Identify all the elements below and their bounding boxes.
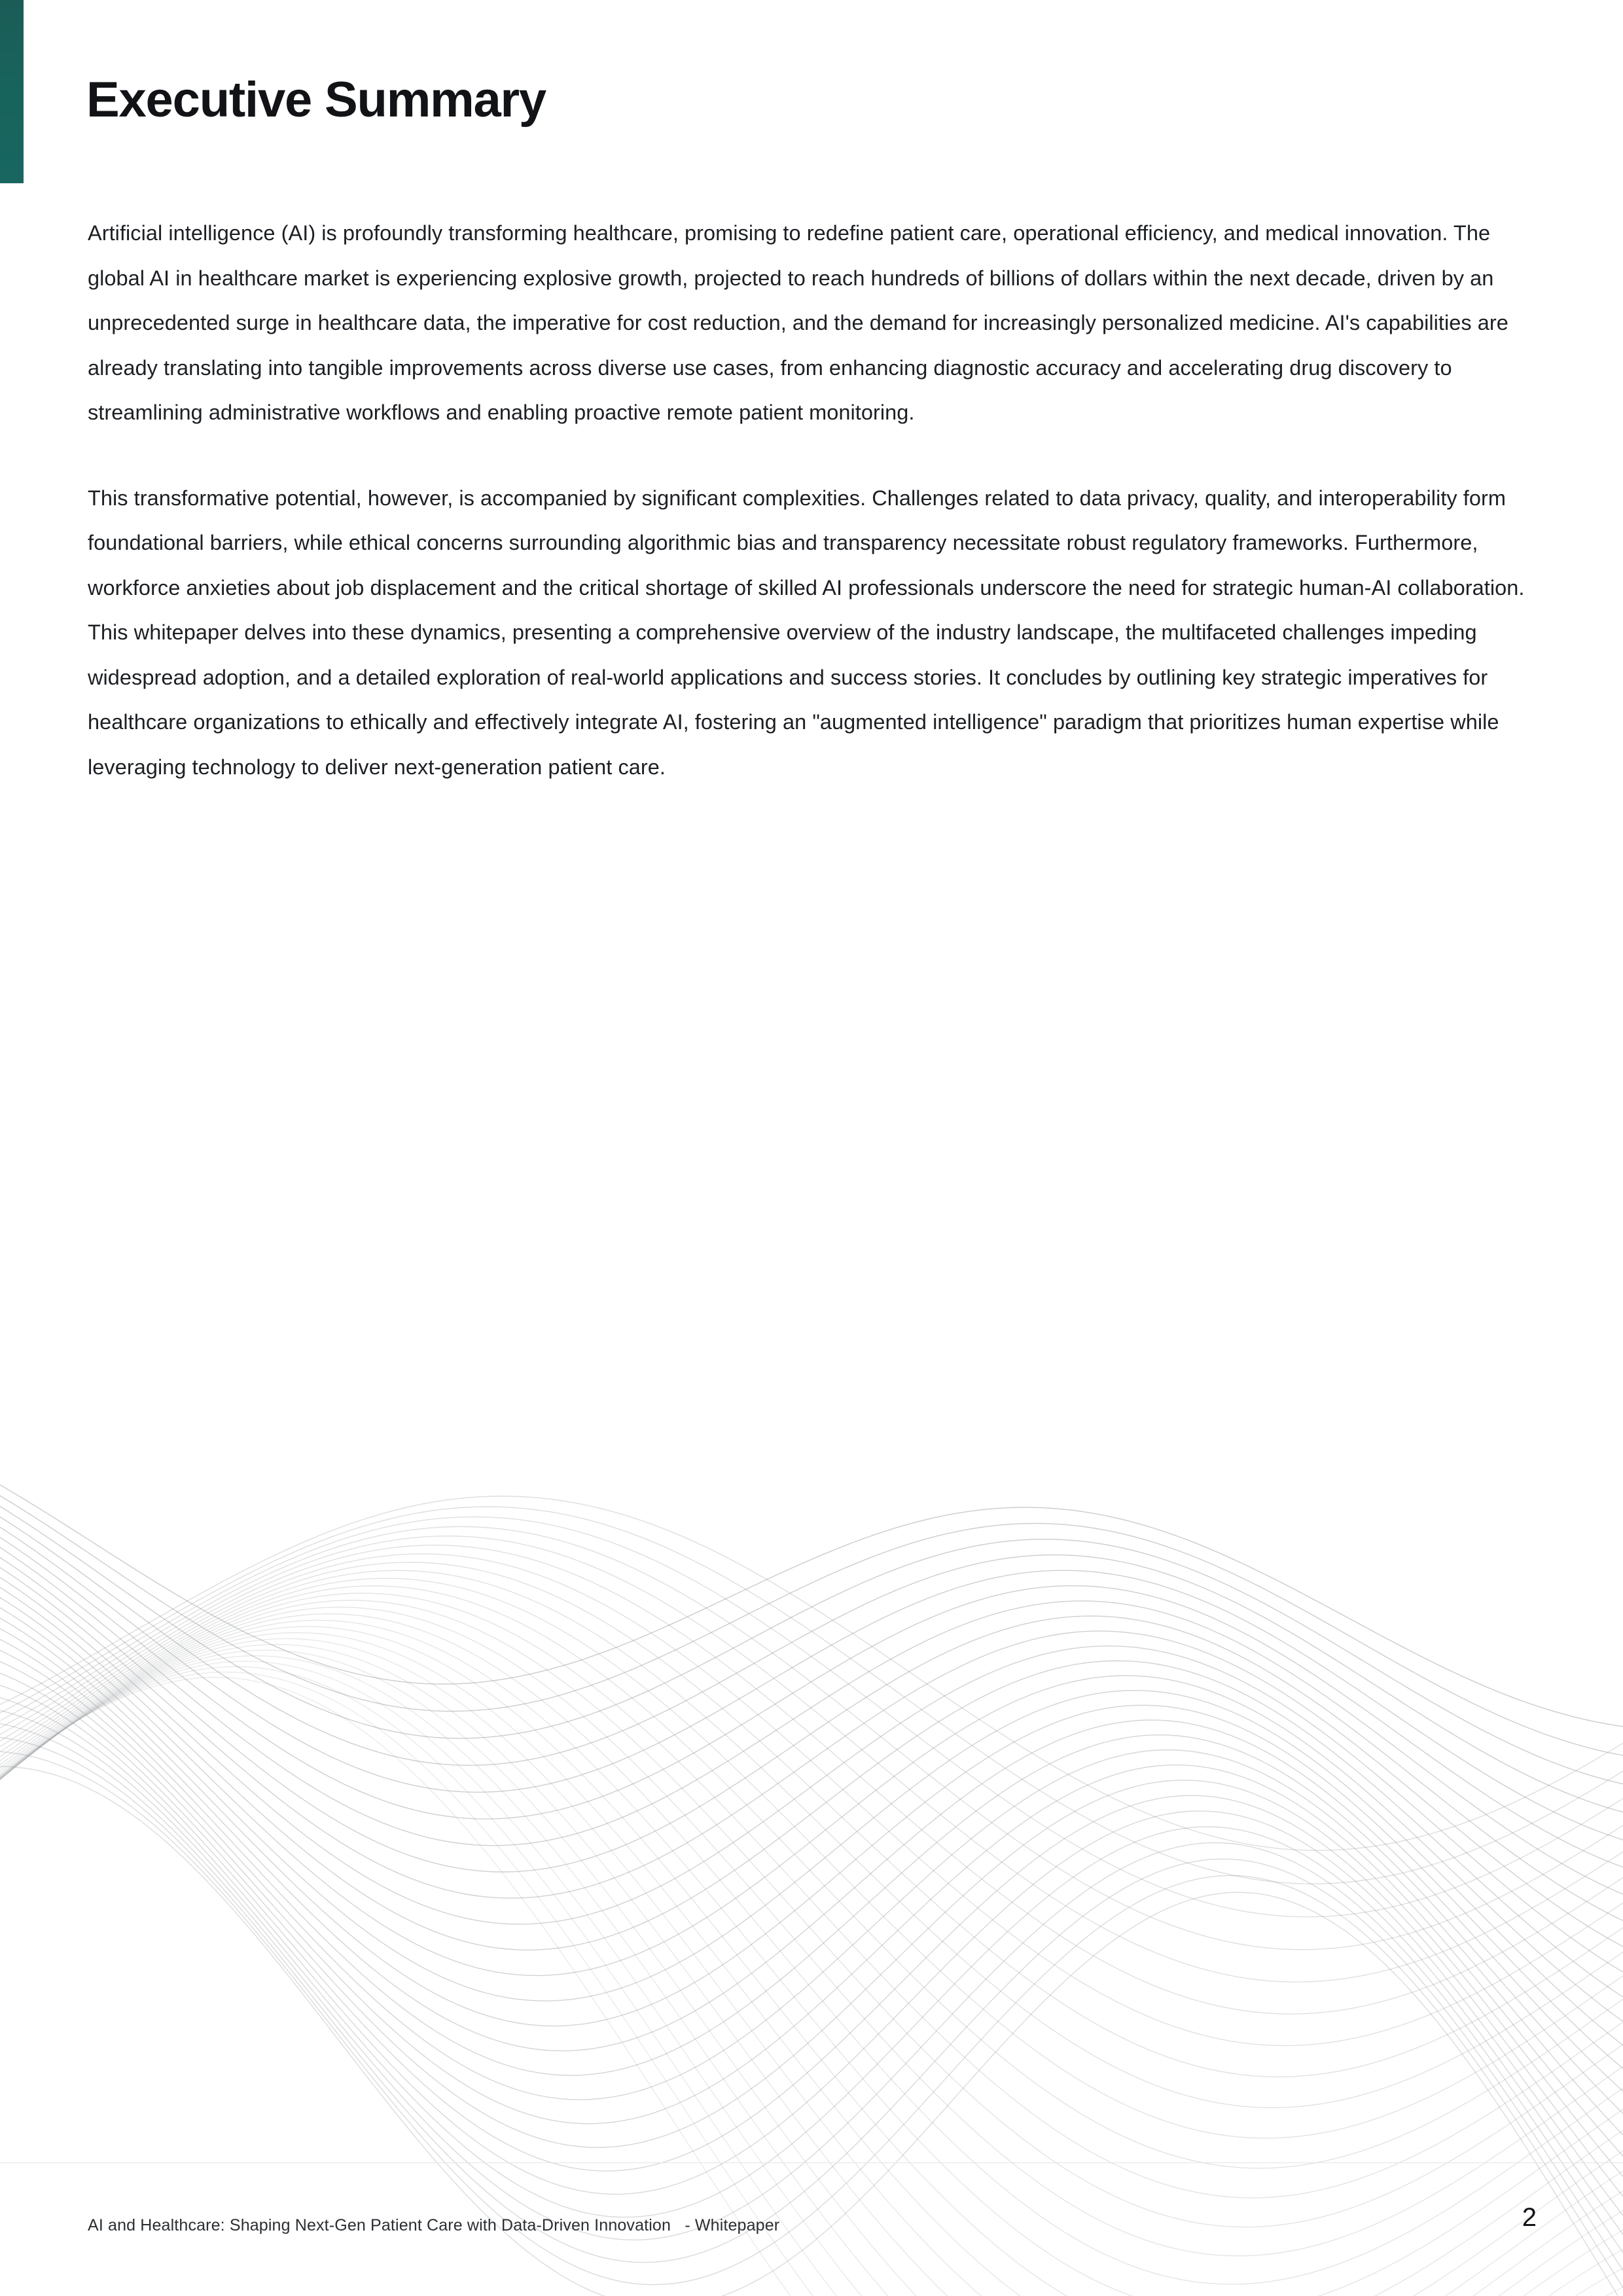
wave-line xyxy=(0,1664,1623,2206)
wave-line xyxy=(0,1521,1623,1876)
wave-line xyxy=(0,1536,1623,1982)
title-accent-bar xyxy=(0,0,24,183)
wave-line xyxy=(0,1480,1623,1759)
body-paragraph-1: Artificial intelligence (AI) is profoundly transforming healthcare, promising to redefine patient care, operational efficiency, and medical innovation. The global AI in healthcare market is experiencing explosive growth, projected to reach hundreds of billions of dollars within the next decade, driven by an unprecedented surge in healthcare data, the imperative for cost reduction, and the demand for increasingly personalized medicine. AI's capabilities are already translating into tangible improvements across diverse use cases, from enhancing diagnostic accuracy and accelerating drug discovery to streamlining administrative workflows and enabling proactive remote patient monitoring. xyxy=(88,221,1508,424)
wave-line xyxy=(0,1551,1623,1959)
wave-line xyxy=(0,1496,1623,1850)
wave-line xyxy=(0,1652,1623,2185)
wave-line xyxy=(0,1586,1623,2168)
wave-line xyxy=(0,1507,1623,1884)
wave-line xyxy=(0,1640,1623,2162)
wave-line xyxy=(0,1604,1623,2089)
wave-line xyxy=(0,1501,1623,1818)
wave-line xyxy=(0,1554,1623,2045)
wave-line xyxy=(0,1541,1623,1932)
page-footer xyxy=(0,2162,1623,2296)
wave-line xyxy=(0,1531,1623,1904)
body-content xyxy=(88,211,1541,789)
wave-line xyxy=(0,1527,1623,1950)
wave-line xyxy=(0,1545,1623,2014)
wave-line xyxy=(0,1517,1623,1917)
wave-line xyxy=(0,1627,1623,2138)
wave-line xyxy=(0,1583,1623,2039)
wave-line xyxy=(0,1607,1623,2256)
footer-document-title: AI and Healthcare: Shaping Next-Gen Patient Care with Data-Driven Innovation - Whitepaper xyxy=(88,2216,780,2234)
wave-line xyxy=(0,1578,1623,2138)
wave-line xyxy=(0,1470,1623,1729)
wave-line xyxy=(0,1677,1623,2228)
wave-line xyxy=(0,1511,1623,1848)
body-paragraph-2: This transformative potential, however, is accompanied by significant complexities. Challenges related to data privacy, quality, and interoperability form foundational barriers, while ethical concerns surrounding algorithmic bias and transparency necessitate robust regulatory frameworks. Furthermore, workforce anxieties about job displacement and the critical shortage of skilled AI professionals underscore the need for strategic human-AI collaboration. This whitepaper delves into these dynamics, presenting a comprehensive overview of the industry landscape, the multifaceted challenges impeding widespread adoption, and a detailed exploration of real-world applications and success stories. It concludes by outlining key strategic imperatives for healthcare organizations to ethically and effectively integrate AI, fostering an "augmented intelligence" paradigm that prioritizes human expertise while leveraging technology to deliver next-generation patient care. xyxy=(88,486,1525,779)
wave-line xyxy=(0,1571,1623,2108)
wave-line xyxy=(0,1594,1623,2065)
wave-line xyxy=(0,1491,1623,1789)
footer-page-number: 2 xyxy=(1522,2203,1537,2232)
wave-line xyxy=(0,1593,1623,2198)
wave-line xyxy=(0,1616,1623,2114)
wave-line xyxy=(0,1562,1623,1986)
wave-line xyxy=(0,1600,1623,2227)
wave-line xyxy=(0,1572,1623,2013)
page-title: Executive Summary xyxy=(86,72,546,128)
wave-line xyxy=(0,1562,1623,2077)
